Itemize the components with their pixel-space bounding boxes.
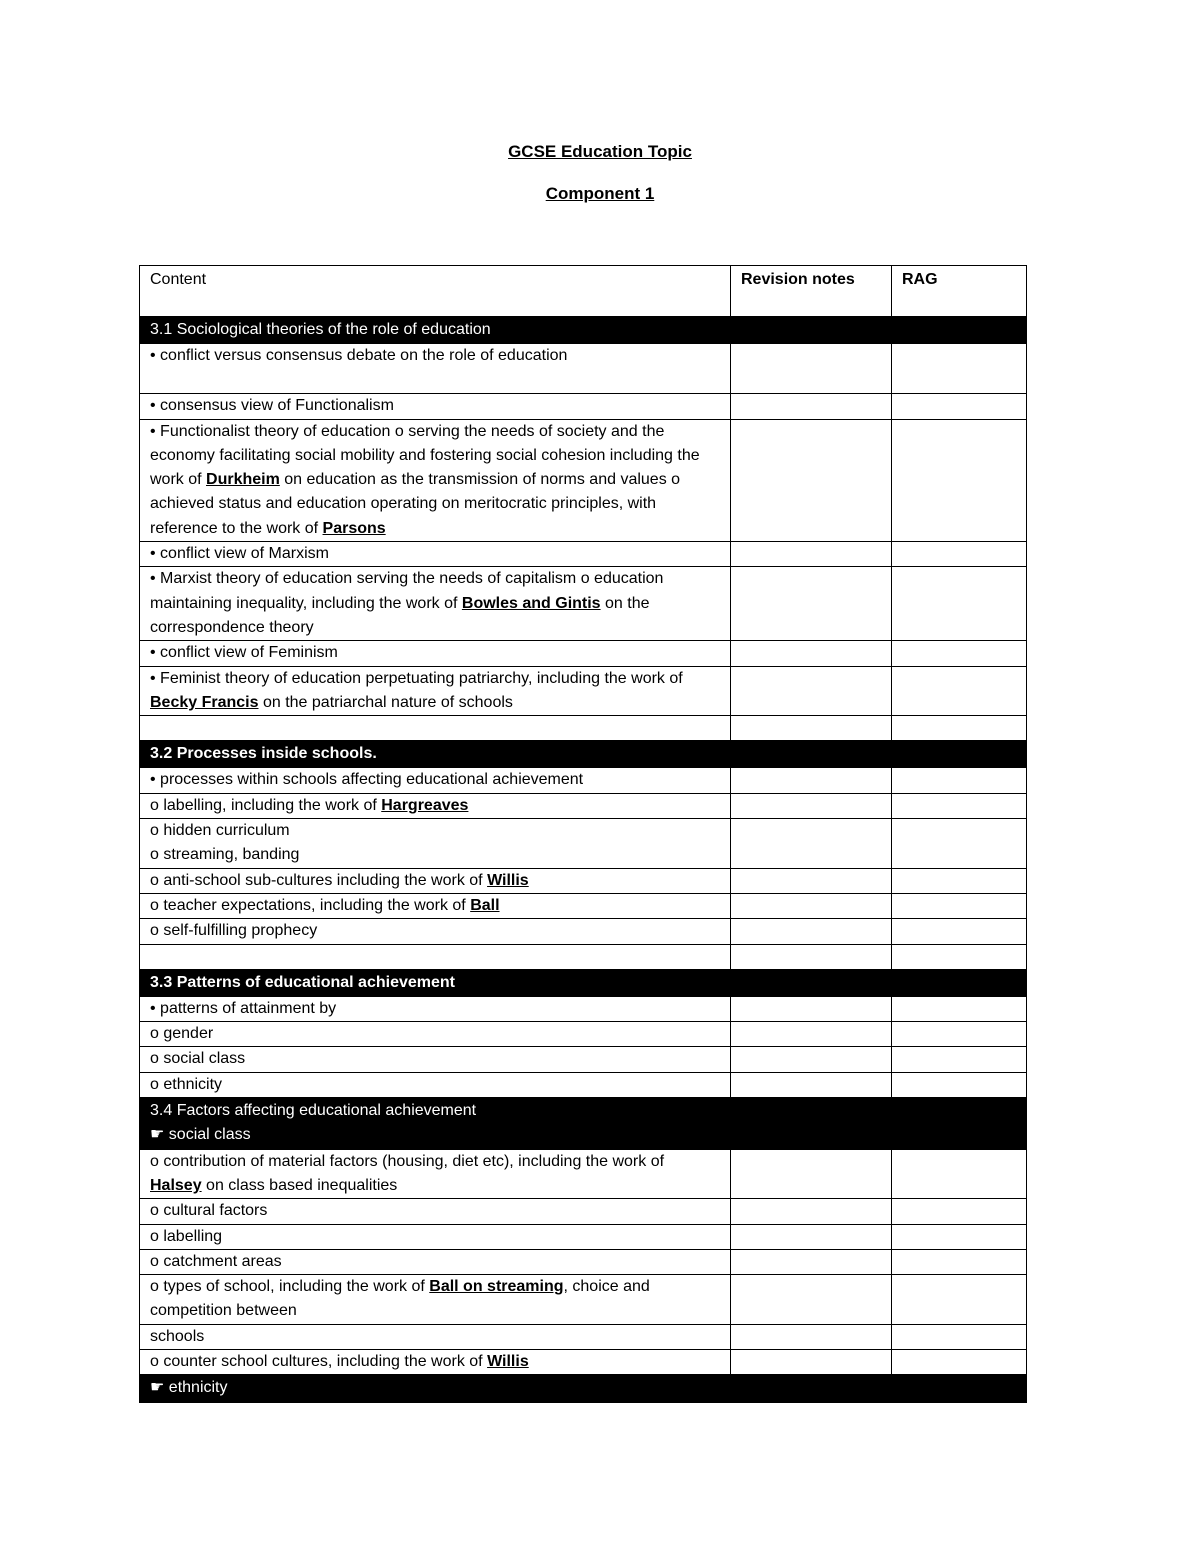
rag-cell[interactable] — [892, 1149, 1027, 1199]
table-row — [140, 1149, 1027, 1199]
author-reference: Hargreaves — [381, 796, 469, 814]
author-reference: Ball — [470, 896, 500, 914]
rag-cell[interactable] — [892, 1047, 1027, 1072]
table-row — [140, 542, 1027, 567]
table-row — [140, 1349, 1027, 1374]
revision-notes-cell[interactable] — [731, 567, 892, 641]
table-row-empty — [140, 716, 1027, 741]
page-subtitle: Component 1 — [545, 184, 655, 203]
table-row — [140, 344, 1027, 394]
table-row — [140, 641, 1027, 666]
row-content: o self-fulfilling prophecy — [140, 919, 731, 944]
table-row — [140, 868, 1027, 893]
table-row — [140, 819, 1027, 869]
rag-cell[interactable] — [892, 394, 1027, 419]
section-title: 3.4 Factors affecting educational achievement ☛ social class — [140, 1098, 731, 1150]
table-row — [140, 793, 1027, 818]
section-title: 3.1 Sociological theories of the role of education — [140, 317, 731, 344]
revision-notes-cell[interactable] — [731, 419, 892, 541]
revision-notes-cell[interactable] — [731, 394, 892, 419]
revision-notes-cell[interactable] — [731, 1047, 892, 1072]
table-header-row — [140, 266, 1027, 317]
rag-cell[interactable] — [892, 919, 1027, 944]
row-content: o anti-school sub-cultures including the work of Willis — [140, 868, 731, 893]
row-content: • processes within schools affecting educational achievement — [140, 768, 731, 793]
page-title: GCSE Education Topic — [508, 142, 692, 161]
section-header-3-4 — [140, 1098, 1027, 1150]
table-row-empty — [140, 944, 1027, 969]
row-content: o ethnicity — [140, 1072, 731, 1097]
revision-notes-cell[interactable] — [731, 768, 892, 793]
table-row — [140, 1072, 1027, 1097]
row-content: • patterns of attainment by — [140, 996, 731, 1021]
section-title: 3.3 Patterns of educational achievement — [140, 969, 731, 996]
rag-cell[interactable] — [892, 542, 1027, 567]
row-content: o labelling — [140, 1224, 731, 1249]
table-row — [140, 1324, 1027, 1349]
author-reference: Willis — [487, 871, 529, 889]
rag-cell[interactable] — [892, 567, 1027, 641]
table-row — [140, 1249, 1027, 1274]
rag-cell[interactable] — [892, 996, 1027, 1021]
revision-notes-cell[interactable] — [731, 1349, 892, 1374]
rag-cell[interactable] — [892, 819, 1027, 869]
revision-notes-cell[interactable] — [731, 1224, 892, 1249]
revision-notes-cell[interactable] — [731, 919, 892, 944]
row-content: o labelling, including the work of Hargreaves — [140, 793, 731, 818]
row-content: o hidden curriculum o streaming, banding — [140, 819, 731, 869]
row-content: • Feminist theory of education perpetuating patriarchy, including the work of Becky Francis on the patriarchal nature of schools — [140, 666, 731, 716]
rag-cell[interactable] — [892, 344, 1027, 394]
revision-notes-cell[interactable] — [731, 344, 892, 394]
table-row — [140, 893, 1027, 918]
subsection-label: ethnicity — [168, 1379, 228, 1397]
author-reference: Willis — [487, 1352, 529, 1370]
subsection-header-ethnicity — [140, 1375, 1027, 1402]
section-header-3-3 — [140, 969, 1027, 996]
subsection-label: social class — [168, 1126, 251, 1144]
revision-notes-cell[interactable] — [731, 716, 892, 741]
row-content: o counter school cultures, including the work of Willis — [140, 1349, 731, 1374]
rag-cell[interactable] — [892, 1022, 1027, 1047]
revision-notes-cell[interactable] — [731, 1249, 892, 1274]
row-content: o social class — [140, 1047, 731, 1072]
rag-cell[interactable] — [892, 419, 1027, 541]
revision-notes-cell[interactable] — [731, 893, 892, 918]
revision-notes-cell[interactable] — [731, 868, 892, 893]
rag-cell[interactable] — [892, 1224, 1027, 1249]
rag-cell[interactable] — [892, 1072, 1027, 1097]
revision-notes-cell[interactable] — [731, 1275, 892, 1325]
author-reference: Durkheim — [206, 471, 280, 489]
section-header-3-2 — [140, 741, 1027, 768]
rag-cell[interactable] — [892, 1199, 1027, 1224]
row-content: o catchment areas — [140, 1249, 731, 1274]
revision-notes-cell[interactable] — [731, 1022, 892, 1047]
rag-cell[interactable] — [892, 793, 1027, 818]
revision-notes-cell[interactable] — [731, 1149, 892, 1199]
author-reference: Halsey — [150, 1176, 202, 1194]
table-row — [140, 1199, 1027, 1224]
table-row — [140, 919, 1027, 944]
rag-cell[interactable] — [892, 1249, 1027, 1274]
row-content: o types of school, including the work of Ball on streaming, choice and competition between — [140, 1275, 731, 1325]
table-row — [140, 567, 1027, 641]
row-content: • conflict view of Feminism — [140, 641, 731, 666]
header-revision-notes: Revision notes — [731, 266, 892, 317]
revision-notes-cell[interactable] — [731, 542, 892, 567]
rag-cell[interactable] — [892, 1324, 1027, 1349]
row-content: • conflict versus consensus debate on the role of education — [140, 344, 731, 394]
revision-notes-cell[interactable] — [731, 1072, 892, 1097]
author-reference: Bowles and Gintis — [461, 594, 601, 612]
author-reference: Parsons — [322, 519, 386, 537]
row-content: o cultural factors — [140, 1199, 731, 1224]
revision-notes-cell[interactable] — [731, 819, 892, 869]
table-row — [140, 1275, 1027, 1325]
hand-pointer-icon: ☛ — [150, 1379, 165, 1397]
revision-notes-cell[interactable] — [731, 944, 892, 969]
row-content: o teacher expectations, including the work of Ball — [140, 893, 731, 918]
rag-cell[interactable] — [892, 893, 1027, 918]
section-header-3-1 — [140, 317, 1027, 344]
rag-cell[interactable] — [892, 1275, 1027, 1325]
table-row — [140, 394, 1027, 419]
author-reference: Becky Francis — [150, 693, 259, 711]
rag-cell[interactable] — [892, 641, 1027, 666]
row-content: • Functionalist theory of education o serving the needs of society and the economy facilitating social mobility and fostering social cohesion including the work of Durkheim on education as the transmission of norms and values o achieved status and education operating on meritocratic principles, with reference to the work of Parsons — [140, 419, 731, 541]
row-content: o gender — [140, 1022, 731, 1047]
header-rag: RAG — [892, 266, 1027, 317]
table-row — [140, 1022, 1027, 1047]
author-reference: Ball on streaming — [429, 1278, 564, 1296]
rag-cell[interactable] — [892, 944, 1027, 969]
row-content: o contribution of material factors (housing, diet etc), including the work of Halsey on class based inequalities — [140, 1149, 731, 1199]
section-title: 3.2 Processes inside schools. — [140, 741, 731, 768]
revision-notes-cell[interactable] — [731, 996, 892, 1021]
revision-notes-cell[interactable] — [731, 641, 892, 666]
hand-pointer-icon: ☛ — [150, 1126, 165, 1144]
table-row — [140, 768, 1027, 793]
rag-cell[interactable] — [892, 716, 1027, 741]
content-table — [139, 265, 1027, 1403]
header-content: Content — [140, 266, 731, 317]
table-row — [140, 1224, 1027, 1249]
table-row — [140, 666, 1027, 716]
rag-cell[interactable] — [892, 666, 1027, 716]
row-content: • Marxist theory of education serving the needs of capitalism o education maintaining inequality, including the work of Bowles and Gintis on the correspondence theory — [140, 567, 731, 641]
table-row — [140, 1047, 1027, 1072]
revision-notes-cell[interactable] — [731, 793, 892, 818]
table-row — [140, 419, 1027, 541]
rag-cell[interactable] — [892, 868, 1027, 893]
revision-notes-cell[interactable] — [731, 1324, 892, 1349]
revision-notes-cell[interactable] — [731, 666, 892, 716]
revision-notes-cell[interactable] — [731, 1199, 892, 1224]
row-content: • consensus view of Functionalism — [140, 394, 731, 419]
section-title — [140, 1375, 731, 1402]
row-content: • conflict view of Marxism — [140, 542, 731, 567]
table-row — [140, 996, 1027, 1021]
rag-cell[interactable] — [892, 768, 1027, 793]
rag-cell[interactable] — [892, 1349, 1027, 1374]
row-content: schools — [140, 1324, 731, 1349]
